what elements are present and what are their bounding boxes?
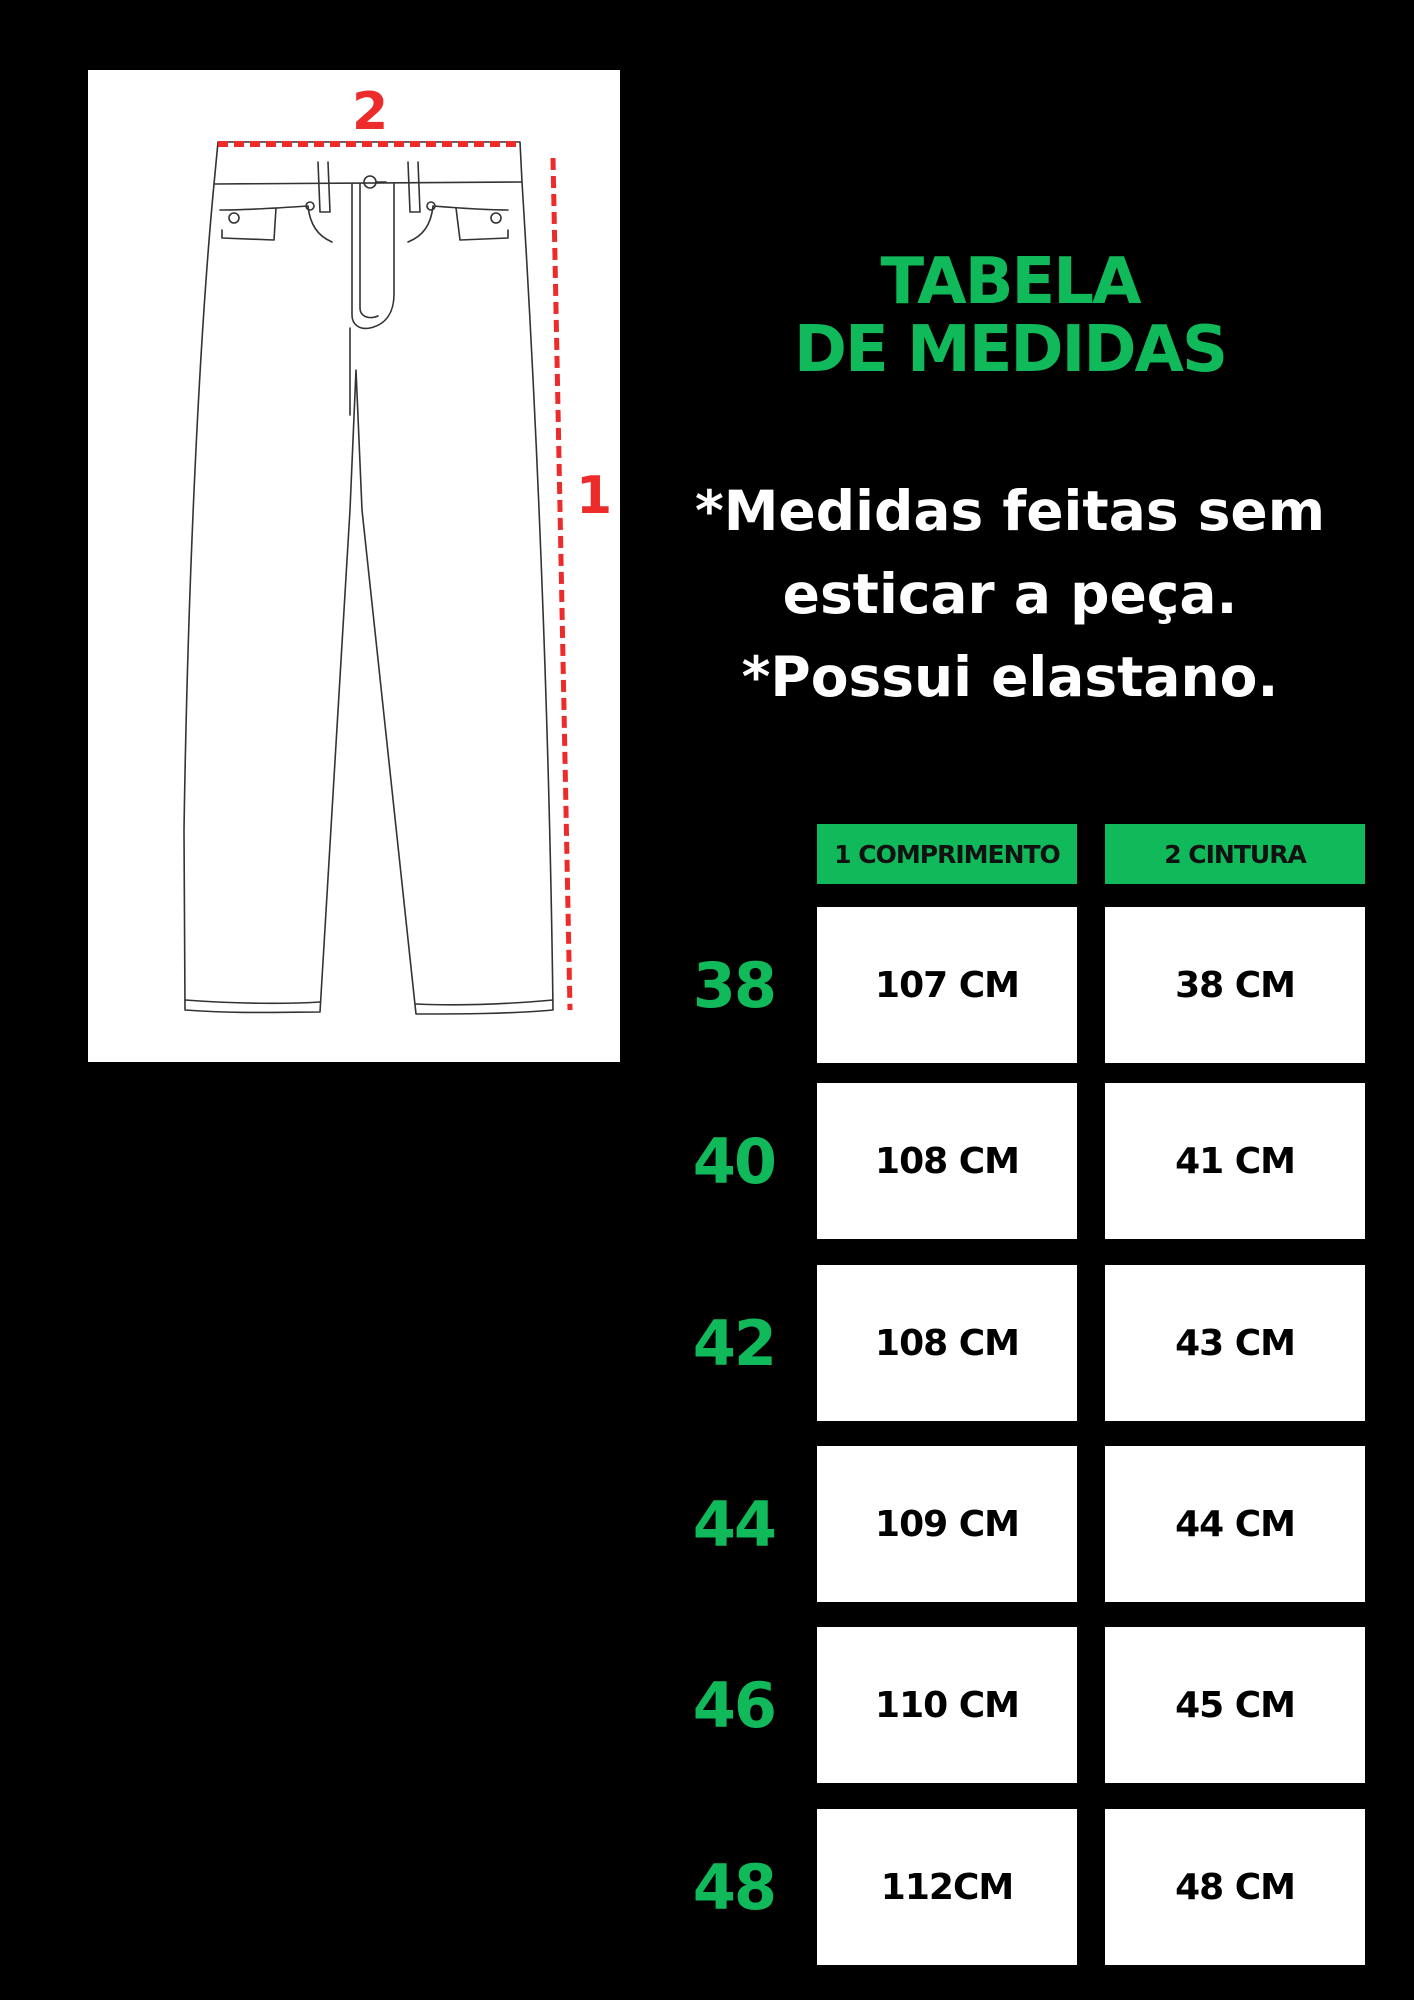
size-label: 40 [692, 1125, 775, 1198]
pants-diagram-panel [88, 70, 620, 1062]
note-line-1: *Medidas feitas sem [694, 479, 1326, 543]
comprimento-cell: 109 CM [817, 1446, 1077, 1602]
length-marker-label: 1 [576, 466, 613, 526]
cintura-cell: 45 CM [1105, 1627, 1365, 1783]
belt-loop-left [318, 162, 330, 212]
pants-outline [184, 182, 553, 1014]
cintura-cell: 41 CM [1105, 1083, 1365, 1239]
note-line-3: *Possui elastano. [741, 645, 1279, 709]
title-line-1: TABELA [880, 245, 1140, 319]
comprimento-cell: 107 CM [817, 907, 1077, 1063]
size-label: 46 [692, 1669, 775, 1742]
comprimento-cell: 108 CM [817, 1083, 1077, 1239]
belt-loop-right [408, 162, 420, 212]
title-line-2: DE MEDIDAS [793, 313, 1227, 387]
waist-marker-label: 2 [352, 82, 389, 142]
page-title [740, 245, 1280, 387]
cintura-cell: 48 CM [1105, 1809, 1365, 1965]
waistband-outline [214, 142, 522, 184]
comprimento-cell: 108 CM [817, 1265, 1077, 1421]
measurement-notes [680, 470, 1340, 719]
fly-stitch [352, 184, 394, 328]
button-shape [364, 176, 376, 188]
size-label: 48 [692, 1851, 775, 1924]
header-cintura: 2 CINTURA [1105, 824, 1365, 884]
comprimento-cell: 110 CM [817, 1627, 1077, 1783]
cintura-cell: 44 CM [1105, 1446, 1365, 1602]
cintura-cell: 43 CM [1105, 1265, 1365, 1421]
size-label: 42 [692, 1307, 775, 1380]
cintura-cell: 38 CM [1105, 907, 1365, 1063]
length-measure-line [553, 158, 570, 1010]
size-label: 44 [692, 1488, 775, 1561]
header-comprimento: 1 COMPRIMENTO [817, 824, 1077, 884]
size-label: 38 [692, 949, 775, 1022]
comprimento-cell: 112CM [817, 1809, 1077, 1965]
pants-illustration [88, 70, 620, 1062]
note-line-2: esticar a peça. [782, 562, 1238, 626]
